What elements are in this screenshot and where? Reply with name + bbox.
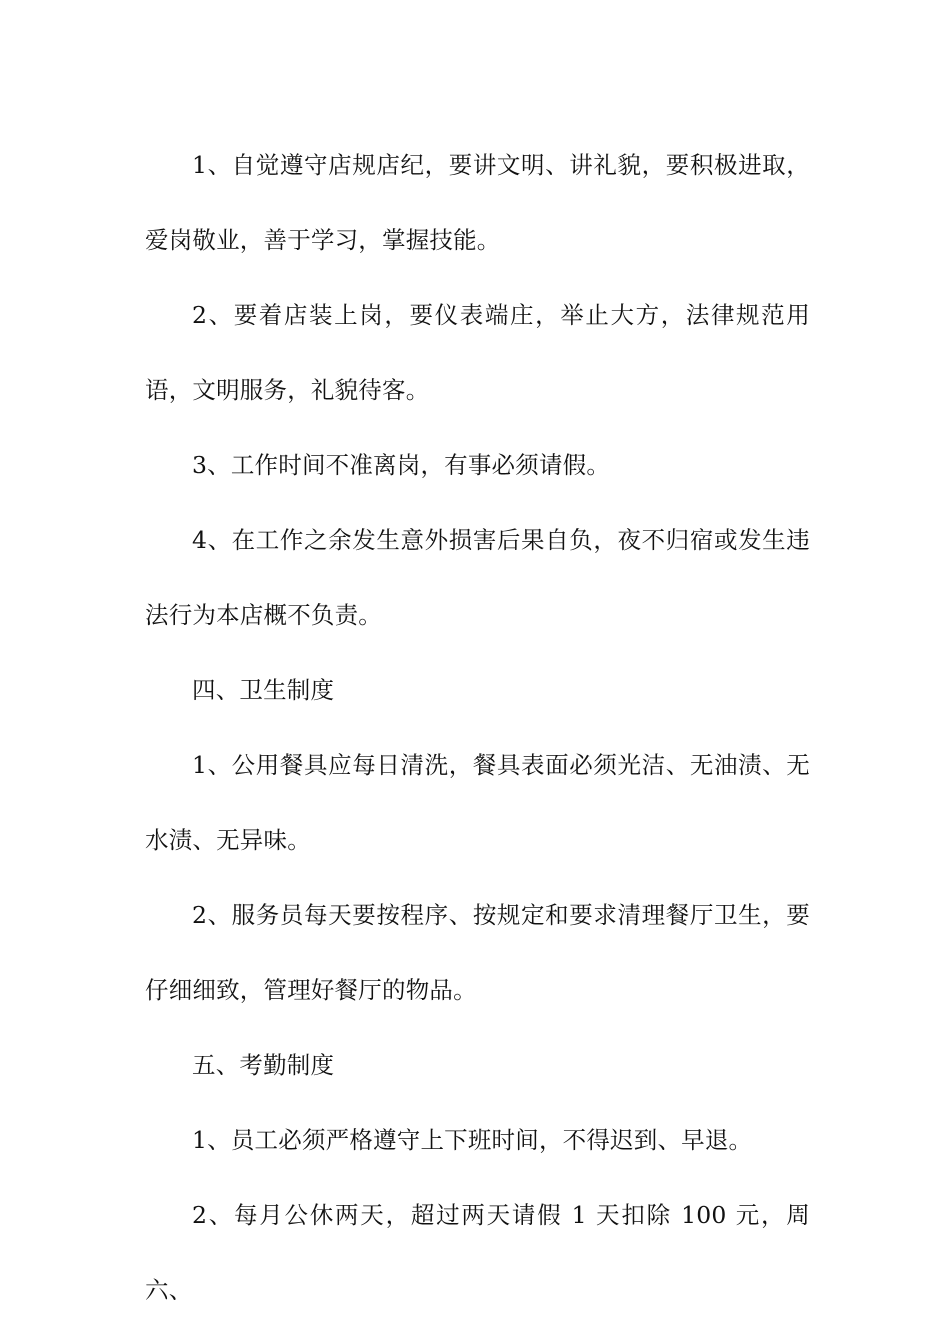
section-heading-attendance: 五、考勤制度 <box>192 1051 335 1079</box>
hygiene-paragraph-1: 1、公用餐具应每日清洗，餐具表面必须光洁、无油渍、无水渍、无异味。 <box>145 751 810 854</box>
rule-paragraph-3: 3、工作时间不准离岗，有事必须请假。 <box>192 451 611 479</box>
rule-paragraph-4: 4、在工作之余发生意外损害后果自负，夜不归宿或发生违法行为本店概不负责。 <box>145 526 810 629</box>
hygiene-paragraph-2: 2、服务员每天要按程序、按规定和要求清理餐厅卫生，要仔细细致，管理好餐厅的物品。 <box>145 901 810 1004</box>
rule-paragraph-2: 2、要着店装上岗，要仪表端庄，举止大方，法律规范用语，文明服务，礼貌待客。 <box>145 301 810 404</box>
attendance-paragraph-2: 2、每月公休两天，超过两天请假 1 天扣除 100 元，周六、 <box>145 1201 810 1304</box>
rule-paragraph-1: 1、自觉遵守店规店纪，要讲文明、讲礼貌，要积极进取，爱岗敬业，善于学习，掌握技能。 <box>145 151 810 254</box>
section-heading-hygiene: 四、卫生制度 <box>192 676 335 704</box>
document-body <box>145 128 810 1328</box>
attendance-paragraph-1: 1、员工必须严格遵守上下班时间，不得迟到、早退。 <box>192 1126 753 1154</box>
